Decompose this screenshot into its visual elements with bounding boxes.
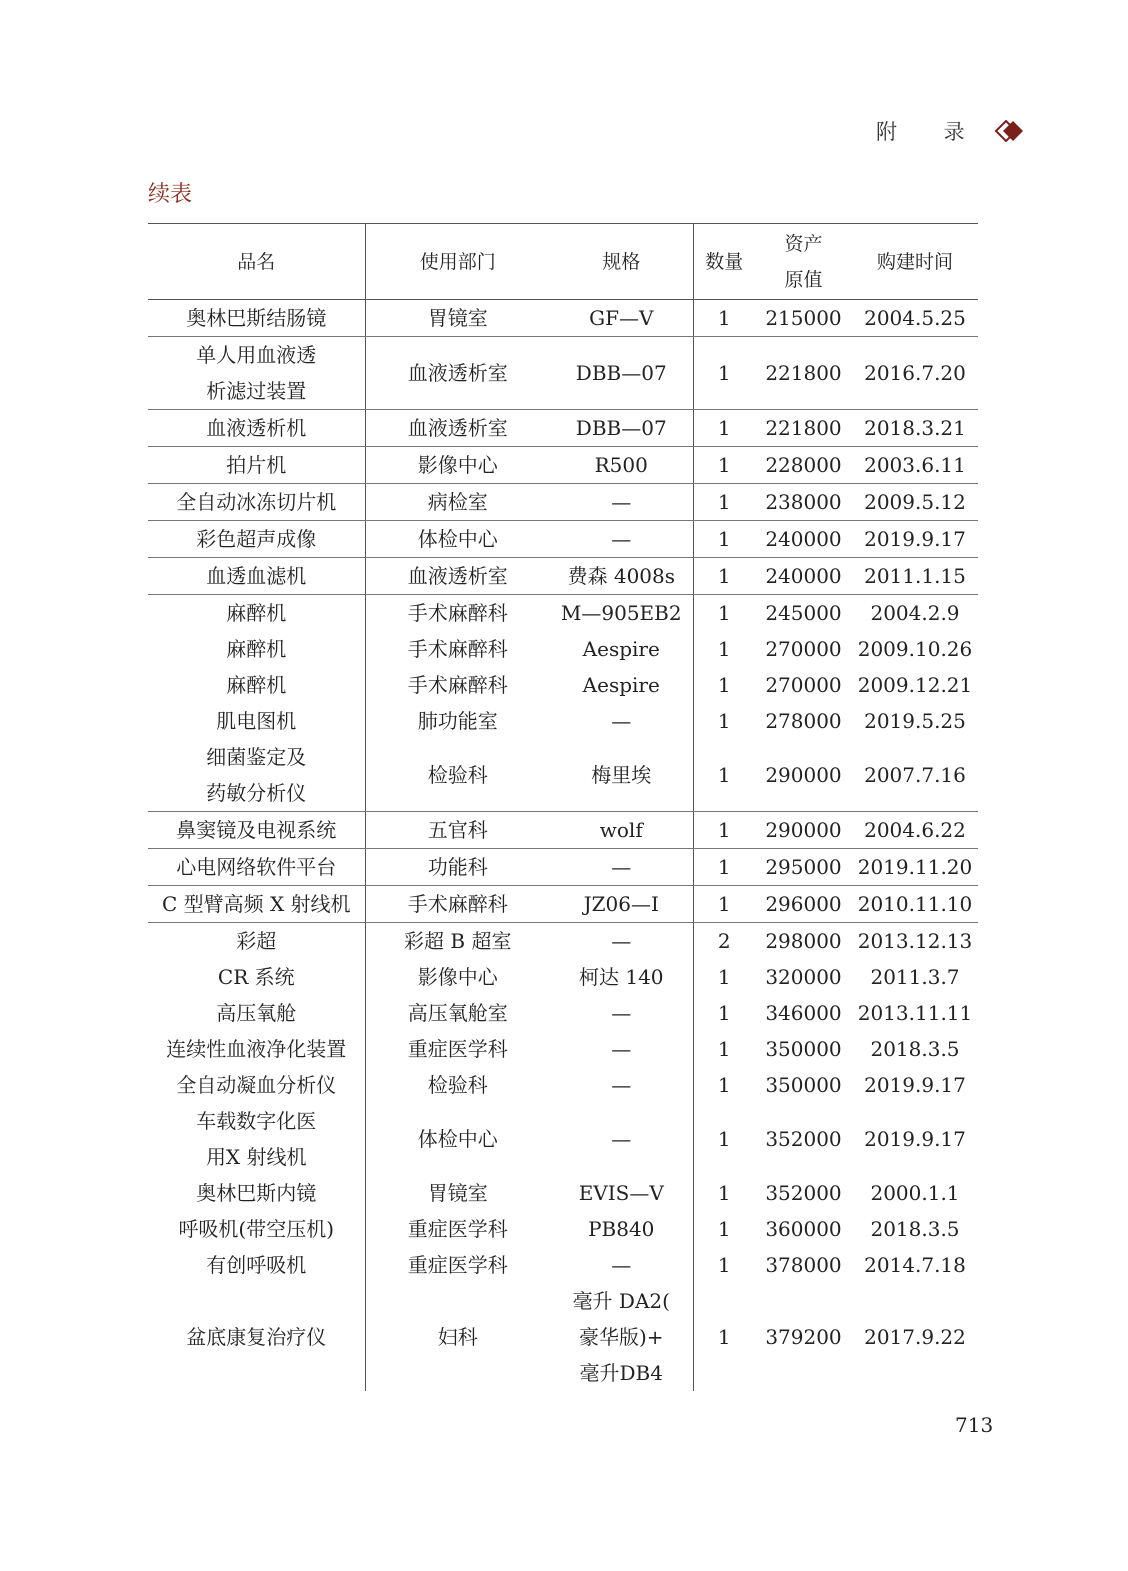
cell-spec: — <box>550 521 693 558</box>
cell-name: 拍片机 <box>148 447 365 484</box>
cell-qty: 1 <box>693 558 755 595</box>
table-continued-title: 续表 <box>148 182 193 207</box>
cell-dept: 病检室 <box>365 484 550 521</box>
table-row <box>148 410 978 447</box>
cell-spec: — <box>550 703 693 739</box>
cell-spec: — <box>550 849 693 886</box>
col-header-value-line2: 原值 <box>784 268 823 291</box>
cell-value: 270000 <box>765 637 842 661</box>
cell-date: 2010.11.10 <box>852 886 978 923</box>
cell-date: 2007.7.16 <box>852 739 978 812</box>
cell-name: 有创呼吸机 <box>148 1247 365 1283</box>
cell-spec: DBB—07 <box>550 410 693 447</box>
table-row <box>148 923 978 960</box>
cell-qty: 1 <box>717 1001 731 1025</box>
cell-dept: 检验科 <box>365 739 550 812</box>
cell-name: 细菌鉴定及 药敏分析仪 <box>148 739 365 812</box>
cell-value: 378000 <box>765 1253 842 1277</box>
cell-dept: 血液透析室 <box>365 337 550 410</box>
table-row <box>148 1031 978 1067</box>
col-header-date: 购建时间 <box>852 224 978 300</box>
cell-spec: — <box>550 1103 693 1175</box>
cell-date: 2000.1.1 <box>870 1181 960 1205</box>
table-row <box>148 703 978 739</box>
cell-name: 单人用血液透 析滤过装置 <box>148 337 365 410</box>
cell-spec: — <box>550 1247 693 1283</box>
cell-name: 麻醉机 <box>148 667 365 703</box>
cell-spec: JZ06—I <box>550 886 693 923</box>
cell-value: 221800 <box>755 337 852 410</box>
cell-date: 2018.3.5 <box>870 1217 960 1241</box>
cell-dept: 功能科 <box>365 849 550 886</box>
cell-dept: 手术麻醉科 <box>407 673 508 697</box>
cell-name: 鼻窦镜及电视系统 <box>148 812 365 849</box>
table-row <box>148 1103 978 1175</box>
cell-qty: 1 <box>693 886 755 923</box>
cell-value: 270000 <box>765 673 842 697</box>
table-row <box>148 1247 978 1283</box>
cell-name: 全自动凝血分析仪 <box>148 1067 365 1103</box>
cell-qty: 1 <box>717 965 731 989</box>
cell-spec: — <box>550 1031 693 1067</box>
cell-value: 320000 <box>765 965 842 989</box>
cell-dept: 血液透析室 <box>365 410 550 447</box>
cell-value: 238000 <box>755 484 852 521</box>
cell-dept: 高压氧舱室 <box>407 1001 508 1025</box>
cell-dept: 妇科 <box>437 1325 478 1349</box>
cell-dept: 手术麻醉科 <box>365 886 550 923</box>
cell-value: 215000 <box>755 300 852 337</box>
cell-qty: 1 <box>717 1325 731 1349</box>
running-header <box>876 116 1025 146</box>
cell-spec: Aespire <box>550 667 693 703</box>
cell-spec: 柯达 140 <box>550 959 693 995</box>
cell-spec: EVIS—V <box>550 1175 693 1211</box>
cell-dept: 体检中心 <box>417 1127 498 1151</box>
cell-qty: 2 <box>717 929 731 953</box>
cell-spec: PB840 <box>550 1211 693 1247</box>
cell-spec: M—905EB2 <box>550 595 693 632</box>
cell-dept: 彩超 B 超室 <box>404 929 512 953</box>
cell-date: 2009.5.12 <box>852 484 978 521</box>
cell-value: 278000 <box>765 709 842 733</box>
table-row <box>148 1175 978 1211</box>
cell-dept: 重症医学科 <box>407 1037 508 1061</box>
cell-qty: 1 <box>717 1073 731 1097</box>
cell-qty: 1 <box>693 410 755 447</box>
cell-value: 296000 <box>755 886 852 923</box>
cell-name: 连续性血液净化装置 <box>148 1031 365 1067</box>
cell-value: 295000 <box>755 849 852 886</box>
cell-qty: 1 <box>693 300 755 337</box>
cell-spec: — <box>550 484 693 521</box>
cell-dept: 五官科 <box>365 812 550 849</box>
cell-date: 2018.3.21 <box>852 410 978 447</box>
cell-qty: 1 <box>693 484 755 521</box>
table-row <box>148 1067 978 1103</box>
cell-date: 2019.5.25 <box>864 709 966 733</box>
cell-spec: — <box>550 995 693 1031</box>
cell-value: 352000 <box>765 1127 842 1151</box>
cell-spec: R500 <box>550 447 693 484</box>
cell-name: 高压氧舱 <box>148 995 365 1031</box>
cell-value: 290000 <box>755 812 852 849</box>
cell-spec: 梅里埃 <box>550 739 693 812</box>
cell-value: 240000 <box>755 521 852 558</box>
cell-qty: 1 <box>717 1217 731 1241</box>
col-header-name: 品名 <box>148 224 365 300</box>
cell-qty: 1 <box>717 601 731 625</box>
col-header-value-line1: 资产 <box>784 232 823 255</box>
col-header-spec: 规格 <box>550 224 693 300</box>
cell-value: 350000 <box>765 1073 842 1097</box>
cell-dept: 检验科 <box>427 1073 488 1097</box>
col-header-qty: 数量 <box>693 224 755 300</box>
cell-date: 2003.6.11 <box>852 447 978 484</box>
table-row <box>148 337 978 410</box>
cell-date: 2013.12.13 <box>857 929 973 953</box>
table-row <box>148 595 978 632</box>
table-body <box>148 300 978 1392</box>
col-header-dept: 使用部门 <box>365 224 550 300</box>
cell-qty: 1 <box>693 739 755 812</box>
running-header-label: 附 录 <box>876 120 985 144</box>
cell-value: 221800 <box>755 410 852 447</box>
cell-date: 2004.5.25 <box>852 300 978 337</box>
cell-value: 379200 <box>765 1325 842 1349</box>
cell-value: 240000 <box>755 558 852 595</box>
page-number: 713 <box>955 1413 994 1437</box>
cell-spec: — <box>550 1067 693 1103</box>
cell-value: 360000 <box>765 1217 842 1241</box>
cell-qty: 1 <box>717 1037 731 1061</box>
cell-date: 2004.2.9 <box>870 601 960 625</box>
cell-name: 血液透析机 <box>148 410 365 447</box>
cell-date: 2014.7.18 <box>864 1253 966 1277</box>
cell-name: 心电网络软件平台 <box>148 849 365 886</box>
cell-spec: 毫升 DA2( 豪华版)+ 毫升DB4 <box>550 1283 693 1391</box>
table-row <box>148 667 978 703</box>
cell-dept: 重症医学科 <box>407 1217 508 1241</box>
table-row <box>148 300 978 337</box>
cell-spec: Aespire <box>550 631 693 667</box>
table-row <box>148 521 978 558</box>
cell-name: 血透血滤机 <box>148 558 365 595</box>
cell-name: 肌电图机 <box>148 703 365 739</box>
cell-name: 奥林巴斯结肠镜 <box>148 300 365 337</box>
table-row <box>148 1211 978 1247</box>
cell-date: 2009.12.21 <box>857 673 973 697</box>
table-row <box>148 995 978 1031</box>
diamond-ornament-icon <box>995 120 1025 142</box>
cell-date: 2011.1.15 <box>852 558 978 595</box>
table-row <box>148 558 978 595</box>
table-row <box>148 959 978 995</box>
cell-date: 2013.11.11 <box>857 1001 973 1025</box>
cell-name: 车载数字化医 用X 射线机 <box>148 1103 365 1175</box>
table-row <box>148 631 978 667</box>
cell-name: 盆底康复治疗仪 <box>148 1283 365 1391</box>
cell-date: 2019.9.17 <box>864 1073 966 1097</box>
cell-date: 2019.9.17 <box>864 1127 966 1151</box>
cell-date: 2009.10.26 <box>857 637 973 661</box>
cell-dept: 影像中心 <box>417 965 498 989</box>
cell-value: 290000 <box>755 739 852 812</box>
cell-name: C 型臂高频 X 射线机 <box>148 886 365 923</box>
cell-qty: 1 <box>717 1127 731 1151</box>
cell-dept: 影像中心 <box>365 447 550 484</box>
cell-qty: 1 <box>717 1181 731 1205</box>
cell-date: 2016.7.20 <box>852 337 978 410</box>
table-row <box>148 484 978 521</box>
cell-value: 298000 <box>765 929 842 953</box>
cell-value: 352000 <box>765 1181 842 1205</box>
cell-spec: GF—V <box>550 300 693 337</box>
cell-date: 2017.9.22 <box>864 1325 966 1349</box>
cell-qty: 1 <box>693 337 755 410</box>
table-row <box>148 447 978 484</box>
cell-date: 2004.6.22 <box>852 812 978 849</box>
col-header-value <box>755 224 852 300</box>
cell-dept: 血液透析室 <box>365 558 550 595</box>
cell-name: 呼吸机(带空压机) <box>148 1211 365 1247</box>
cell-date: 2019.9.17 <box>852 521 978 558</box>
cell-qty: 1 <box>693 521 755 558</box>
table-row <box>148 849 978 886</box>
cell-spec: DBB—07 <box>550 337 693 410</box>
cell-date: 2018.3.5 <box>870 1037 960 1061</box>
cell-value: 245000 <box>765 601 842 625</box>
cell-dept: 手术麻醉科 <box>407 601 508 625</box>
cell-name: 麻醉机 <box>148 631 365 667</box>
cell-qty: 1 <box>717 637 731 661</box>
cell-dept: 重症医学科 <box>407 1253 508 1277</box>
cell-dept: 体检中心 <box>365 521 550 558</box>
cell-date: 2019.11.20 <box>852 849 978 886</box>
cell-qty: 1 <box>717 709 731 733</box>
cell-value: 350000 <box>765 1037 842 1061</box>
cell-name: 奥林巴斯内镜 <box>148 1175 365 1211</box>
cell-dept: 肺功能室 <box>417 709 498 733</box>
cell-dept: 手术麻醉科 <box>407 637 508 661</box>
table-row <box>148 812 978 849</box>
cell-qty: 1 <box>693 812 755 849</box>
cell-dept: 胃镜室 <box>365 300 550 337</box>
cell-name: 全自动冰冻切片机 <box>148 484 365 521</box>
cell-qty: 1 <box>693 447 755 484</box>
cell-dept: 胃镜室 <box>427 1181 488 1205</box>
cell-value: 228000 <box>755 447 852 484</box>
cell-spec: wolf <box>550 812 693 849</box>
table-row <box>148 739 978 812</box>
table-header-row <box>148 224 978 300</box>
cell-spec: — <box>550 923 693 960</box>
cell-name: 彩色超声成像 <box>148 521 365 558</box>
cell-date: 2011.3.7 <box>870 965 960 989</box>
cell-spec: 费森 4008s <box>550 558 693 595</box>
table-row <box>148 886 978 923</box>
cell-qty: 1 <box>717 673 731 697</box>
cell-qty: 1 <box>693 849 755 886</box>
cell-name: CR 系统 <box>148 959 365 995</box>
cell-name: 彩超 <box>148 923 365 960</box>
cell-qty: 1 <box>717 1253 731 1277</box>
table-row <box>148 1283 978 1391</box>
equipment-table <box>148 223 978 1391</box>
cell-value: 346000 <box>765 1001 842 1025</box>
cell-name: 麻醉机 <box>148 595 365 632</box>
